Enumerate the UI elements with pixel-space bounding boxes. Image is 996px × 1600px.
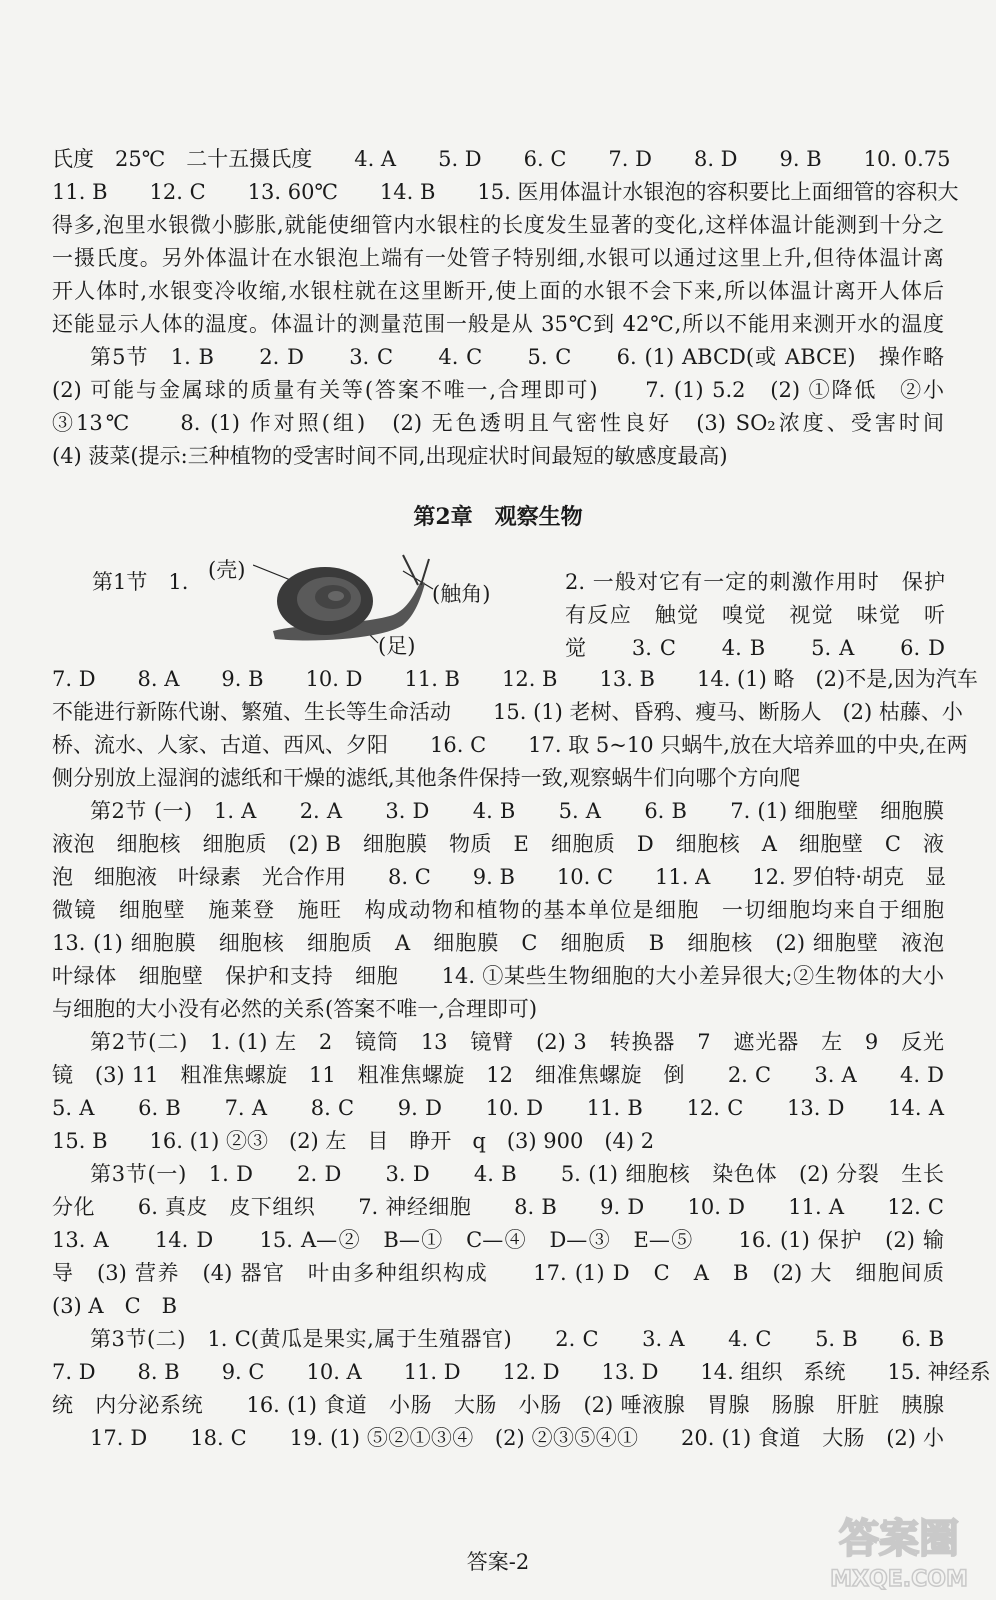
text-line: 导 (3) 营养 (4) 器官 叶由多种组织构成 17. (1) D C A B (2) 大 细胞间质 [52,1261,944,1285]
page-number: 答案-2 [466,1550,530,1574]
text-line: 与细胞的大小没有必然的关系(答案不唯一,合理即可) [52,997,538,1021]
text-line: 泡 细胞液 叶绿素 光合作用 8. C 9. B 10. C 11. A 12. 罗伯特·胡克 显 [52,865,947,889]
snail-illustration [253,553,443,648]
text-line: 还能显示人体的温度。体温计的测量范围一般是从 35℃到 42℃,所以不能用来测开水的温度 [52,312,944,336]
watermark-text-bottom: MXQE.COM [830,1567,968,1592]
watermark-icon [824,1504,974,1594]
text-line: 7. D 8. A 9. B 10. D 11. B 12. B 13. B 14. (1) 略 (2)不是,因为汽车 [52,667,978,691]
text-line: 液泡 细胞核 细胞质 (2) B 细胞膜 物质 E 细胞质 D 细胞核 A 细胞壁 C 液 [52,832,944,856]
text-line: 得多,泡里水银微小膨胀,就能使细管内水银柱的长度发生显著的变化,这样体温计能测到十分之 [52,213,944,237]
section-1-right-line: 觉 3. C 4. B 5. A 6. D [565,636,945,660]
section-3b-heading-line: 第3节(二) 1. C(黄瓜是果实,属于生殖器官) 2. C 3. A 4. C 5. B 6. B [90,1327,944,1351]
text-line: 不能进行新陈代谢、繁殖、生长等生命活动 15. (1) 老树、昏鸦、瘦马、断肠人 (2) 枯藤、小 [52,700,963,724]
section-1-right-line: 2. 一般对它有一定的刺激作用时 保护 [565,570,945,594]
section-1-right-line: 有反应 触觉 嗅觉 视觉 味觉 听 [565,603,945,627]
label-shell: (壳) [208,558,246,582]
chapter-title: 第2章 观察生物 [413,504,583,530]
text-line: ③13℃ 8. (1) 作对照(组) (2) 无色透明且气密性良好 (3) SO₂浓度、受害时间 [52,411,944,435]
text-line: 17. D 18. C 19. (1) ⑤②①③④ (2) ②③⑤④① 20. (1) 食道 大肠 (2) 小 [90,1426,944,1450]
text-line: 15. B 16. (1) ②③ (2) 左 目 睁开 q (3) 900 (4) 2 [52,1129,655,1153]
section-3a-heading-line: 第3节(一) 1. D 2. D 3. D 4. B 5. (1) 细胞核 染色体 (2) 分裂 生长 [90,1162,944,1186]
watermark-text-top: 答案圈 [839,1516,959,1562]
section-1-lead: 第1节 1. [92,570,189,594]
text-line: 5. A 6. B 7. A 8. C 9. D 10. D 11. B 12. C 13. D 14. A [52,1096,944,1120]
text-line: (4) 菠菜(提示:三种植物的受害时间不同,出现症状时间最短的敏感度最高) [52,444,728,468]
text-line: 桥、流水、人家、古道、西风、夕阳 16. C 17. 取 5~10 只蜗牛,放在大培养皿的中央,在两 [52,733,968,757]
watermark-logo [824,1504,974,1594]
text-line: 镜 (3) 11 粗准焦螺旋 11 粗准焦螺旋 12 细准焦螺旋 倒 2. C 3. A 4. D [52,1063,944,1087]
text-line: 11. B 12. C 13. 60℃ 14. B 15. 医用体温计水银泡的容积要比上面细管的容积大 [52,180,959,204]
text-line: 统 内分泌系统 16. (1) 食道 小肠 大肠 小肠 (2) 唾液腺 胃腺 肠腺 肝脏 胰腺 [52,1393,944,1417]
text-line: 侧分别放上湿润的滤纸和干燥的滤纸,其他条件保持一致,观察蜗牛们向哪个方向爬 [52,766,801,790]
text-line: 开人体时,水银变冷收缩,水银柱就在这里断开,使上面的水银不会下来,所以体温计离开人体后 [52,279,944,303]
text-line: (3) A C B [52,1294,178,1318]
text-line: 叶绿体 细胞壁 保护和支持 细胞 14. ①某些生物细胞的大小差异很大;②生物体的大小 [52,964,944,988]
label-foot: (足) [378,634,416,658]
text-line: (2) 可能与金属球的质量有关等(答案不唯一,合理即可) 7. (1) 5.2 (2) ①降低 ②小 [52,378,944,402]
text-line: 分化 6. 真皮 皮下组织 7. 神经细胞 8. B 9. D 10. D 11. A 12. C [52,1195,944,1219]
section-2b-heading-line: 第2节(二) 1. (1) 左 2 镜筒 13 镜臂 (2) 3 转换器 7 遮光器 左 9 反光 [90,1030,944,1054]
text-line: 13. (1) 细胞膜 细胞核 细胞质 A 细胞膜 C 细胞质 B 细胞核 (2) 细胞壁 液泡 [52,931,944,955]
text-line: 氏度 25℃ 二十五摄氏度 4. A 5. D 6. C 7. D 8. D 9. B 10. 0.75 [52,147,951,171]
text-line: 一摄氏度。另外体温计在水银泡上端有一处管子特别细,水银可以通过这里上升,但待体温计离 [52,246,944,270]
section-2a-heading-line: 第2节 (一) 1. A 2. A 3. D 4. B 5. A 6. B 7. (1) 细胞壁 细胞膜 [90,799,944,823]
label-antenna: (触角) [432,582,491,606]
section-5-heading-line: 第5节 1. B 2. D 3. C 4. C 5. C 6. (1) ABCD(或 ABCE) 操作略 [90,345,944,369]
text-line: 7. D 8. B 9. C 10. A 11. D 12. D 13. D 14. 组织 系统 15. 神经系 [52,1360,991,1384]
text-line: 13. A 14. D 15. A—② B—① C—④ D—③ E—⑤ 16. (1) 保护 (2) 输 [52,1228,944,1252]
text-line: 微镜 细胞壁 施莱登 施旺 构成动物和植物的基本单位是细胞 一切细胞均来自于细胞 [52,898,944,922]
